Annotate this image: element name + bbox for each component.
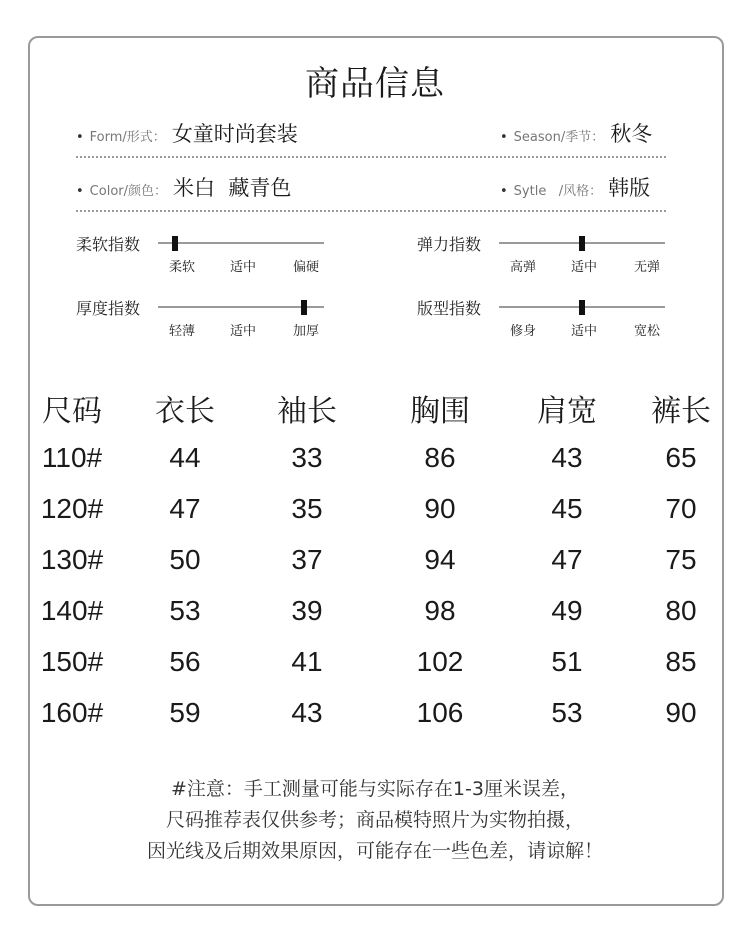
index-marker (172, 236, 178, 251)
table-cell: 102 (416, 646, 464, 677)
header-cell: 衣长 (155, 394, 215, 429)
table-row (0, 646, 750, 697)
table-cell: 120# (40, 493, 104, 524)
table-cell: 35 (291, 493, 323, 524)
table-row (0, 544, 750, 595)
tick-label: 偏硬 (292, 260, 320, 275)
header-cell: 袖长 (277, 394, 337, 429)
index-name: 弹力指数 (417, 235, 482, 254)
table-cell: 59 (169, 697, 201, 728)
table-cell: 90 (424, 493, 456, 524)
tick-label: 加厚 (292, 324, 320, 339)
table-cell: 44 (169, 442, 201, 473)
tick-label: 柔软 (168, 260, 196, 275)
fit-index (417, 296, 677, 346)
form-label: Form/形式： (89, 130, 166, 145)
table-cell: 85 (665, 646, 697, 677)
index-ticks (499, 320, 665, 340)
table-cell: 86 (424, 442, 456, 473)
season-label: Season/季节： (513, 130, 605, 145)
index-track (158, 242, 324, 244)
table-cell: 37 (291, 544, 323, 575)
index-marker (579, 300, 585, 315)
dotted-divider (76, 156, 666, 158)
note-line: 尺码推荐表仅供参考；商品模特照片为实物拍摄， (165, 809, 584, 831)
style-label: Sytle /风格： (513, 184, 603, 199)
table-row (0, 442, 750, 493)
table-cell: 65 (665, 442, 697, 473)
softness-index (76, 232, 336, 282)
tick-label: 适中 (570, 324, 598, 339)
table-row (0, 493, 750, 544)
tick-label: 适中 (570, 260, 598, 275)
index-marker (301, 300, 307, 315)
table-cell: 33 (291, 442, 323, 473)
index-ticks (499, 256, 665, 276)
index-track (158, 306, 324, 308)
size-table (0, 386, 750, 748)
tick-label: 适中 (229, 260, 257, 275)
index-ticks (158, 320, 324, 340)
tick-label: 修身 (509, 324, 537, 339)
table-row (0, 595, 750, 646)
index-track (499, 306, 665, 308)
table-cell: 47 (551, 544, 583, 575)
table-cell: 110# (41, 442, 103, 473)
season-value: 秋冬 (610, 122, 653, 146)
bullet: • (500, 130, 508, 145)
page-title: 商品信息 (305, 64, 445, 104)
table-cell: 70 (665, 493, 697, 524)
header-cell: 尺码 (42, 394, 102, 429)
index-name: 厚度指数 (76, 299, 141, 318)
info-row-color-style (76, 172, 666, 212)
bullet: • (500, 184, 508, 199)
index-track (499, 242, 665, 244)
table-cell: 130# (40, 544, 104, 575)
color-value: 米白 藏青色 (173, 176, 292, 200)
table-cell: 51 (551, 646, 583, 677)
thickness-index (76, 296, 336, 346)
style-value: 韩版 (608, 176, 651, 200)
table-cell: 39 (291, 595, 323, 626)
bullet: • (76, 184, 84, 199)
table-cell: 56 (169, 646, 201, 677)
index-name: 柔软指数 (76, 235, 141, 254)
table-cell: 45 (551, 493, 583, 524)
info-row-form-season (76, 118, 666, 158)
note-line: #注意：手工测量可能与实际存在1-3厘米误差， (171, 778, 579, 800)
form-info (76, 118, 298, 148)
table-cell: 94 (424, 544, 456, 575)
table-cell: 49 (551, 595, 583, 626)
table-cell: 47 (169, 493, 201, 524)
header-cell: 肩宽 (537, 394, 597, 429)
elasticity-index (417, 232, 677, 282)
table-cell: 75 (665, 544, 697, 575)
tick-label: 宽松 (633, 324, 661, 339)
color-label: Color/颜色： (89, 184, 167, 199)
table-row (0, 697, 750, 748)
tick-label: 轻薄 (168, 324, 196, 339)
table-cell: 43 (551, 442, 583, 473)
table-cell: 80 (665, 595, 697, 626)
tick-label: 适中 (229, 324, 257, 339)
table-cell: 43 (291, 697, 323, 728)
tick-label: 高弹 (509, 260, 537, 275)
table-cell: 53 (169, 595, 201, 626)
table-cell: 50 (169, 544, 201, 575)
table-cell: 41 (291, 646, 323, 677)
dotted-divider (76, 210, 666, 212)
bullet: • (76, 130, 84, 145)
header-cell: 裤长 (651, 394, 711, 429)
table-header-row (0, 386, 750, 442)
table-cell: 140# (40, 595, 104, 626)
tick-label: 无弹 (633, 260, 661, 275)
table-cell: 53 (551, 697, 583, 728)
style-info (500, 172, 650, 202)
table-cell: 90 (665, 697, 697, 728)
index-ticks (158, 256, 324, 276)
header-cell: 胸围 (410, 394, 470, 429)
form-value: 女童时尚套装 (171, 122, 298, 146)
index-name: 版型指数 (417, 299, 482, 318)
index-marker (579, 236, 585, 251)
table-cell: 106 (416, 697, 464, 728)
note-line: 因光线及后期效果原因，可能存在一些色差，请谅解！ (146, 840, 603, 862)
table-cell: 150# (40, 646, 104, 677)
table-cell: 98 (424, 595, 456, 626)
disclaimer-note (0, 774, 750, 867)
color-info (76, 172, 291, 202)
season-info (500, 118, 652, 148)
table-cell: 160# (40, 697, 104, 728)
